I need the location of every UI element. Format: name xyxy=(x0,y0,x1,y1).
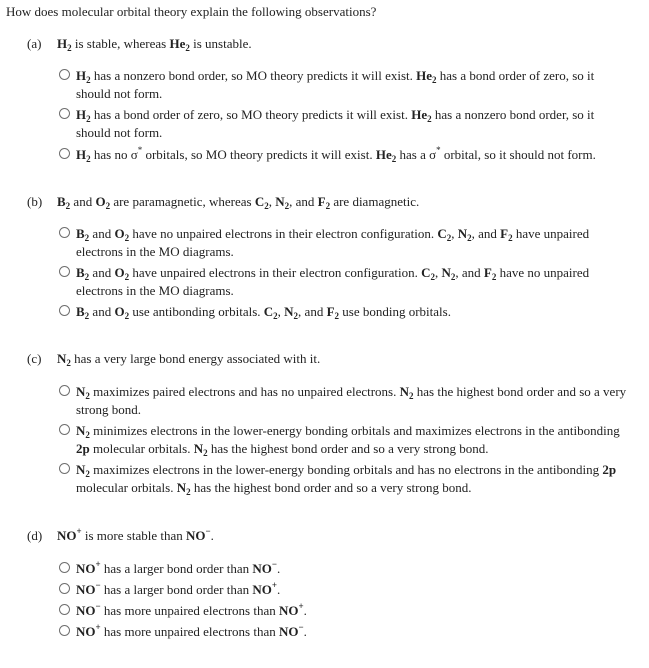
text-run: NO xyxy=(57,528,77,543)
text-run: has a nonzero bond order, so MO theory predicts it will exist. xyxy=(90,68,417,83)
subscript: 2 xyxy=(86,154,91,164)
part-statement xyxy=(57,527,214,545)
text-run: has a σ xyxy=(396,147,437,162)
text-run: has the highest bond order and so a very strong bond. xyxy=(190,480,472,495)
text-run: has the highest bond order and so a very strong bond. xyxy=(76,384,627,417)
text-run: molecular orbitals. xyxy=(76,480,177,495)
text-run: B xyxy=(57,194,66,209)
subscript: 2 xyxy=(427,114,432,124)
option-text xyxy=(59,383,631,419)
text-run: N xyxy=(275,194,285,209)
text-run: have unpaired electrons in the MO diagrams. xyxy=(76,226,590,259)
text-run: are diamagnetic. xyxy=(330,194,420,209)
radio-button[interactable] xyxy=(59,385,70,396)
text-run: F xyxy=(500,226,509,241)
subscript: 2 xyxy=(84,311,90,321)
text-run: C xyxy=(254,194,265,209)
text-run: N xyxy=(441,265,451,280)
option-text xyxy=(59,602,631,620)
text-run: has the highest bond order and so a very strong bond. xyxy=(207,441,489,456)
part-statement xyxy=(57,35,252,53)
text-run: . xyxy=(303,603,307,618)
option-text xyxy=(59,560,631,578)
superscript: − xyxy=(95,580,101,590)
text-run: O xyxy=(114,226,125,241)
subscript: 2 xyxy=(446,233,452,243)
text-run: N xyxy=(76,384,86,399)
text-run: N xyxy=(76,462,86,477)
text-run: NO xyxy=(252,561,272,576)
text-run: He xyxy=(416,68,433,83)
text-run: H xyxy=(76,68,87,83)
part-c-option-2[interactable] xyxy=(59,422,631,458)
text-run: has more unpaired electrons than xyxy=(100,624,279,639)
text-run: is unstable. xyxy=(189,36,252,51)
text-run: F xyxy=(317,194,326,209)
question-text: How does molecular orbital theory explain the following observations? xyxy=(6,4,377,19)
text-run: have unpaired electrons in their electron configuration. xyxy=(129,265,422,280)
subscript: 2 xyxy=(409,391,414,401)
text-run: C xyxy=(437,226,447,241)
radio-button[interactable] xyxy=(59,148,70,159)
text-run: maximizes electrons in the lower-energy bonding orbitals and has no electrons in the antibonding xyxy=(89,462,603,477)
subscript: 2 xyxy=(65,201,71,211)
text-run: and xyxy=(89,304,115,319)
radio-button[interactable] xyxy=(59,266,70,277)
part-d-option-2[interactable] xyxy=(59,581,631,599)
part-a-option-1[interactable] xyxy=(59,67,631,103)
text-run: NO xyxy=(76,624,96,639)
radio-button[interactable] xyxy=(59,69,70,80)
text-run: are paramagnetic, whereas xyxy=(110,194,255,209)
part-letter: (b) xyxy=(27,194,43,209)
radio-button[interactable] xyxy=(59,424,70,435)
text-run: N xyxy=(193,441,204,456)
subscript: 2 xyxy=(432,75,437,85)
option-text xyxy=(59,581,631,599)
text-run: and xyxy=(70,194,96,209)
superscript: + xyxy=(95,622,101,632)
text-run: NO xyxy=(76,582,96,597)
subscript: 2 xyxy=(66,358,71,368)
subscript: 2 xyxy=(264,201,269,211)
part-letter: (a) xyxy=(27,36,42,51)
subscript: 2 xyxy=(67,43,72,53)
text-run: B xyxy=(76,226,85,241)
text-run: , xyxy=(435,265,442,280)
part-c-option-1[interactable] xyxy=(59,383,631,419)
text-run: maximizes paired electrons and has no unpaired electrons. xyxy=(89,384,400,399)
text-run: , and xyxy=(455,265,484,280)
part-statement xyxy=(57,350,320,368)
text-run: , xyxy=(277,304,285,319)
text-run: F xyxy=(483,265,492,280)
subscript: 2 xyxy=(86,75,91,85)
text-run: has a larger bond order than xyxy=(100,582,253,597)
text-run: has a bond order of zero, so MO theory predicts it will exist. xyxy=(90,107,412,122)
subscript: 2 xyxy=(334,311,340,321)
text-run: . xyxy=(210,528,214,543)
text-run: N xyxy=(176,480,187,495)
subscript: 2 xyxy=(105,201,111,211)
subscript: 2 xyxy=(124,272,130,282)
text-run: NO xyxy=(76,561,96,576)
subscript: 2 xyxy=(85,430,90,440)
text-run: and xyxy=(89,226,115,241)
text-run: H xyxy=(76,107,87,122)
part-b-option-2[interactable] xyxy=(59,264,631,300)
radio-button[interactable] xyxy=(59,583,70,594)
subscript: 2 xyxy=(203,448,208,458)
subscript: 2 xyxy=(293,311,299,321)
radio-button[interactable] xyxy=(59,305,70,316)
text-run: . xyxy=(303,624,307,639)
option-text xyxy=(59,106,631,142)
text-run: use bonding orbitals. xyxy=(339,304,451,319)
radio-button[interactable] xyxy=(59,108,70,119)
superscript: − xyxy=(271,559,278,569)
text-run: H xyxy=(57,36,68,51)
text-run: NO xyxy=(278,624,299,639)
subscript: 2 xyxy=(85,391,90,401)
superscript: * xyxy=(436,145,441,155)
text-run: is more stable than xyxy=(81,528,186,543)
superscript: + xyxy=(298,601,304,611)
text-run: has more unpaired electrons than xyxy=(100,603,279,618)
text-run: minimizes electrons in the lower-energy bonding orbitals and maximizes electrons in the antibonding xyxy=(89,423,620,438)
text-run: 2p xyxy=(602,462,617,477)
subscript: 2 xyxy=(508,233,513,243)
subscript: 2 xyxy=(430,272,435,282)
part-d-option-4[interactable] xyxy=(59,623,631,641)
text-run: has a very large bond energy associated with it. xyxy=(70,351,321,366)
part-letter: (c) xyxy=(27,351,42,366)
text-run: NO xyxy=(76,603,96,618)
subscript: 2 xyxy=(86,114,91,124)
text-run: He xyxy=(411,107,428,122)
superscript: − xyxy=(95,601,101,611)
text-run: has a bond order of zero, so it should not form. xyxy=(76,68,595,101)
radio-button[interactable] xyxy=(59,625,70,636)
subscript: 2 xyxy=(491,272,497,282)
part-b-option-1[interactable] xyxy=(59,225,631,261)
subscript: 2 xyxy=(273,311,278,321)
text-run: is stable, whereas xyxy=(71,36,170,51)
option-text xyxy=(59,461,631,497)
text-run: . xyxy=(277,561,281,576)
radio-button[interactable] xyxy=(59,604,70,615)
option-text xyxy=(59,303,631,321)
text-run: N xyxy=(76,423,86,438)
text-run: has a nonzero bond order, so it should not form. xyxy=(76,107,595,140)
text-run: and xyxy=(89,265,115,280)
text-run: O xyxy=(95,194,106,209)
part-d-option-3[interactable] xyxy=(59,602,631,620)
subscript: 2 xyxy=(124,311,130,321)
text-run: , and xyxy=(289,194,318,209)
subscript: 2 xyxy=(84,233,90,243)
text-run: orbital, so it should not form. xyxy=(440,147,596,162)
text-run: N xyxy=(57,351,67,366)
text-run: orbitals, so MO theory predicts it will exist. xyxy=(142,147,376,162)
text-run: NO xyxy=(252,582,272,597)
option-text xyxy=(59,146,631,164)
text-run: have no unpaired electrons in their electron configuration. xyxy=(129,226,438,241)
text-run: . xyxy=(277,582,281,597)
text-run: 2p xyxy=(76,441,90,456)
superscript: * xyxy=(137,145,143,155)
text-run: use antibonding orbitals. xyxy=(129,304,264,319)
text-run: NO xyxy=(185,528,206,543)
part-b-option-3[interactable] xyxy=(59,303,631,321)
text-run: B xyxy=(76,304,85,319)
text-run: O xyxy=(114,265,125,280)
text-run: H xyxy=(76,147,87,162)
subscript: 2 xyxy=(186,487,191,497)
text-run: B xyxy=(76,265,85,280)
text-run: has no σ xyxy=(90,147,138,162)
subscript: 2 xyxy=(325,201,331,211)
subscript: 2 xyxy=(450,272,456,282)
text-run: O xyxy=(114,304,125,319)
part-statement xyxy=(57,193,419,211)
text-run: molecular orbitals. xyxy=(89,441,194,456)
radio-button[interactable] xyxy=(59,562,70,573)
text-run: , xyxy=(451,226,458,241)
superscript: − xyxy=(298,622,304,632)
part-d-option-1[interactable] xyxy=(59,560,631,578)
text-run: N xyxy=(457,226,468,241)
text-run: has a larger bond order than xyxy=(100,561,253,576)
subscript: 2 xyxy=(284,201,290,211)
option-text xyxy=(59,623,631,641)
text-run: N xyxy=(284,304,294,319)
text-run: have no unpaired electrons in the MO diagrams. xyxy=(76,265,590,298)
option-text xyxy=(59,264,631,300)
radio-button[interactable] xyxy=(59,463,70,474)
part-a-option-2[interactable] xyxy=(59,106,631,142)
subscript: 2 xyxy=(124,233,130,243)
option-text xyxy=(59,422,631,458)
radio-button[interactable] xyxy=(59,227,70,238)
text-run: NO xyxy=(278,603,299,618)
superscript: + xyxy=(76,526,82,536)
text-run: , and xyxy=(298,304,327,319)
part-c-option-3[interactable] xyxy=(59,461,631,497)
part-letter: (d) xyxy=(27,528,43,543)
subscript: 2 xyxy=(185,43,190,53)
part-a-option-3[interactable] xyxy=(59,146,631,164)
option-text xyxy=(59,67,631,103)
subscript: 2 xyxy=(84,272,90,282)
superscript: + xyxy=(95,559,101,569)
superscript: − xyxy=(205,526,211,536)
subscript: 2 xyxy=(391,154,397,164)
text-run: N xyxy=(399,384,410,399)
option-text xyxy=(59,225,631,261)
text-run: He xyxy=(375,147,392,162)
subscript: 2 xyxy=(85,469,90,479)
subscript: 2 xyxy=(467,233,472,243)
text-run: F xyxy=(326,304,335,319)
text-run: , and xyxy=(471,226,501,241)
text-run: He xyxy=(169,36,186,51)
text-run: C xyxy=(263,304,274,319)
superscript: + xyxy=(271,580,278,590)
text-run: , xyxy=(268,194,276,209)
text-run: C xyxy=(421,265,431,280)
